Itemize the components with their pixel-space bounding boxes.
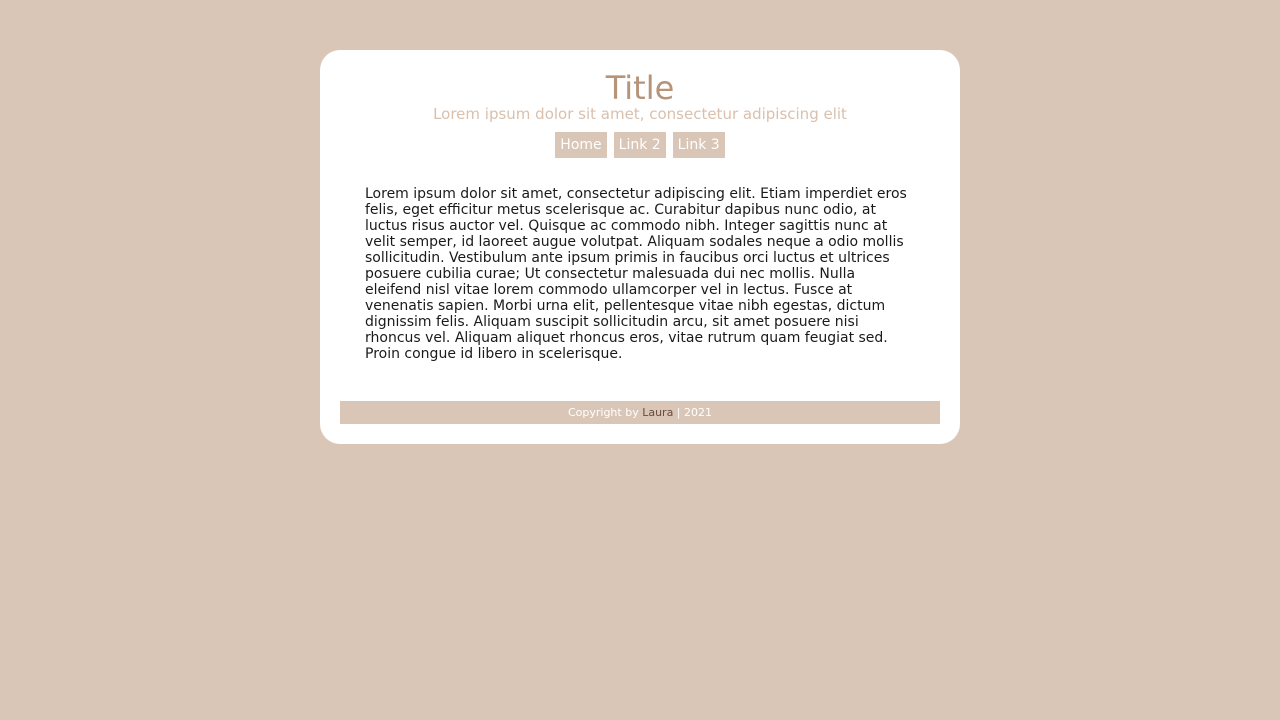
nav-link-home[interactable]: Home: [555, 132, 606, 158]
nav-link-3[interactable]: Link 3: [673, 132, 725, 158]
footer-author-link[interactable]: Laura: [642, 406, 674, 419]
footer-copyright-prefix: Copyright by: [567, 406, 643, 419]
footer: [340, 401, 940, 424]
body-paragraph: Lorem ipsum dolor sit amet, consectetur adipiscing elit. Etiam imperdiet eros felis, eget efficitur metus scelerisque ac. Curabitur dapibus nunc odio, at luctus risus auctor vel. Quisque ac commodo nibh. Integer sagittis nunc at velit semper, id laoreet augue volutpat. Aliquam sodales neque a odio mollis sollicitudin. Vestibulum ante ipsum primis in faucibus orci luctus et ultrices posuere cubilia curae; Ut consectetur malesuada dui nec mollis. Nulla eleifend nisl vitae lorem commodo ullamcorper vel in lectus. Fusce at venenatis sapien. Morbi urna elit, pellentesque vitae nibh egestas, dictum dignissim felis. Aliquam suscipit sollicitudin arcu, sit amet posuere nisi rhoncus vel. Aliquam aliquet rhoncus eros, vitae rutrum quam feugiat sed. Proin congue id libero in scelerisque.: [365, 186, 907, 362]
page-subtitle: Lorem ipsum dolor sit amet, consectetur adipiscing elit: [433, 105, 847, 123]
nav-link-2[interactable]: Link 2: [614, 132, 666, 158]
footer-year: | 2021: [673, 406, 713, 419]
content-card: [320, 50, 960, 444]
page-title: Title: [605, 69, 675, 107]
main-nav: [320, 132, 960, 158]
